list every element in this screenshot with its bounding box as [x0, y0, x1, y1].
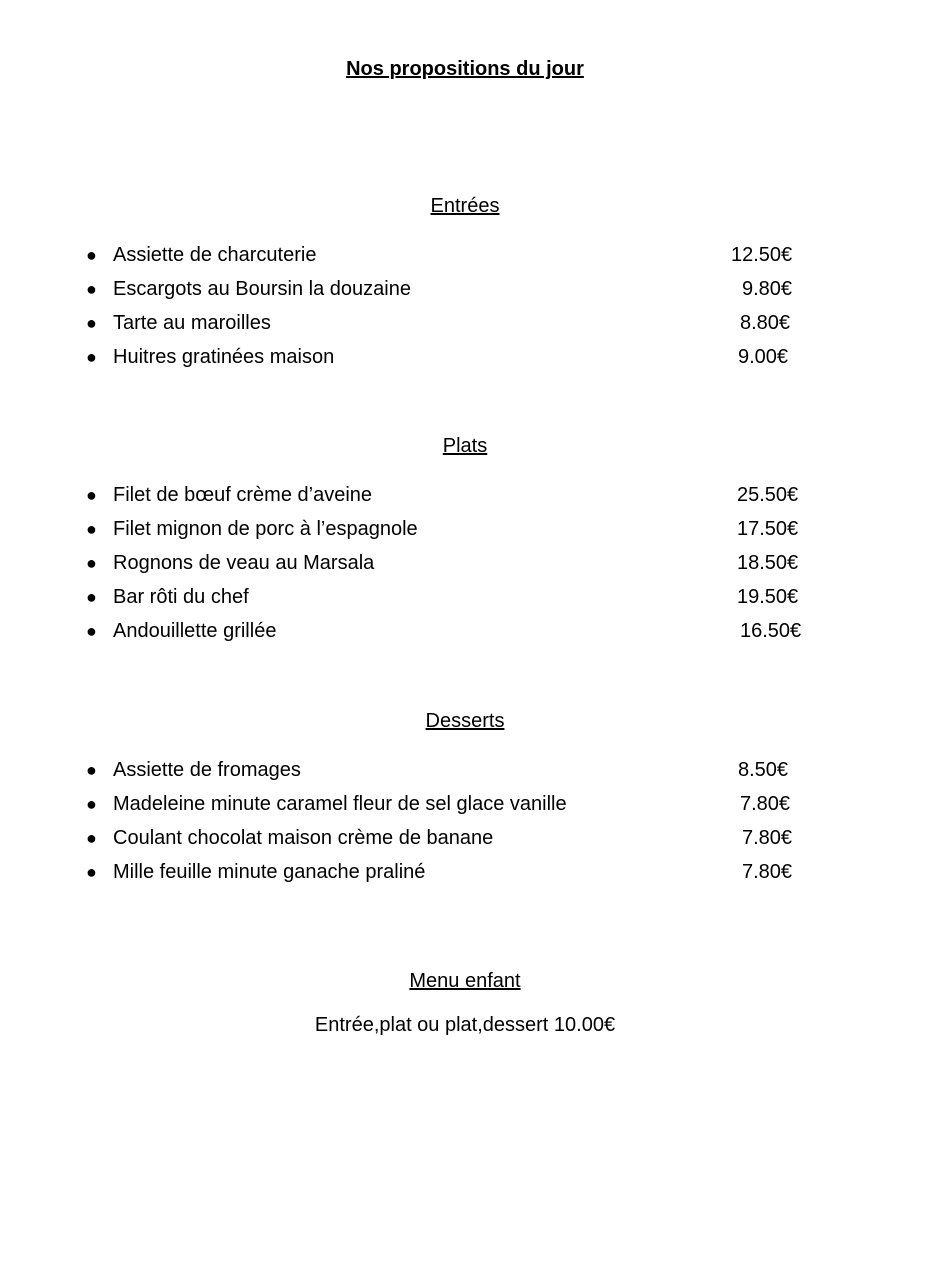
bullet-icon: ● [86, 862, 97, 882]
list-item [84, 753, 844, 787]
bullet-icon: ● [86, 279, 97, 299]
dish-price: 25.50€ [737, 484, 799, 506]
list-item [84, 821, 844, 855]
bullet-icon: ● [86, 587, 97, 607]
bullet-icon: ● [86, 485, 97, 505]
dish-price: 8.80€ [740, 312, 791, 334]
section-heading-kids-menu: Menu enfant [409, 970, 521, 992]
section-heading-desserts: Desserts [425, 710, 505, 732]
list-item [84, 546, 844, 580]
dish-price: 12.50€ [731, 244, 793, 266]
dish-price: 16.50€ [740, 620, 802, 642]
section-heading-plats: Plats [442, 435, 488, 457]
list-item [84, 340, 844, 374]
dish-price: 7.80€ [742, 861, 793, 883]
dish-name: Filet de bœuf crème d’aveine [113, 484, 373, 506]
section-heading-entrees: Entrées [430, 195, 500, 217]
bullet-icon: ● [86, 828, 97, 848]
bullet-icon: ● [86, 621, 97, 641]
list-item [84, 306, 844, 340]
dish-price: 7.80€ [740, 793, 791, 815]
bullet-icon: ● [86, 760, 97, 780]
bullet-icon: ● [86, 553, 97, 573]
list-item [84, 272, 844, 306]
bullet-icon: ● [86, 347, 97, 367]
desserts-list [84, 753, 844, 889]
dish-price: 7.80€ [742, 827, 793, 849]
dish-name: Filet mignon de porc à l’espagnole [113, 518, 418, 540]
bullet-icon: ● [86, 794, 97, 814]
entrees-list [84, 238, 844, 374]
list-item [84, 238, 844, 272]
list-item [84, 787, 844, 821]
list-item [84, 512, 844, 546]
bullet-icon: ● [86, 519, 97, 539]
list-item [84, 855, 844, 889]
dish-name: Assiette de charcuterie [113, 244, 317, 266]
dish-price: 18.50€ [737, 552, 799, 574]
list-item [84, 580, 844, 614]
bullet-icon: ● [86, 313, 97, 333]
dish-name: Coulant chocolat maison crème de banane [113, 827, 494, 849]
dish-price: 8.50€ [738, 759, 789, 781]
dish-name: Escargots au Boursin la douzaine [113, 278, 411, 300]
dish-name: Bar rôti du chef [113, 586, 249, 608]
dish-name: Mille feuille minute ganache praliné [113, 861, 426, 883]
plats-list [84, 478, 844, 648]
list-item [84, 614, 844, 648]
dish-price: 9.80€ [742, 278, 793, 300]
dish-name: Madeleine minute caramel fleur de sel glace vanille [113, 793, 567, 815]
dish-name: Tarte au maroilles [113, 312, 271, 334]
dish-name: Assiette de fromages [113, 759, 301, 781]
dish-name: Rognons de veau au Marsala [113, 552, 375, 574]
dish-price: 9.00€ [738, 346, 789, 368]
dish-price: 19.50€ [737, 586, 799, 608]
list-item [84, 478, 844, 512]
dish-name: Andouillette grillée [113, 620, 277, 642]
bullet-icon: ● [86, 245, 97, 265]
dish-price: 17.50€ [737, 518, 799, 540]
dish-name: Huitres gratinées maison [113, 346, 335, 368]
page-title: Nos propositions du jour [346, 58, 584, 80]
kids-menu-offer: Entrée,plat ou plat,dessert 10.00€ [314, 1014, 616, 1036]
